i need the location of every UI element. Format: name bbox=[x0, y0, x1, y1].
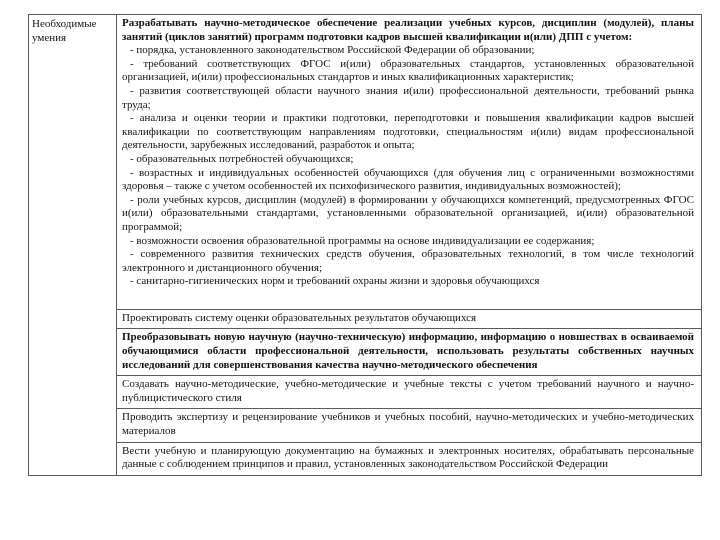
skill-list-item: - требований соответствующих ФГОС и(или) образовательных стандартов, установленных образовательной организацией, и(или) профессиональных стандартов и иных квалификационных характеристик; bbox=[122, 57, 694, 84]
table-row bbox=[29, 409, 702, 442]
required-skills-label-cell bbox=[29, 15, 117, 476]
skill-list-item: - образовательных потребностей обучающихся; bbox=[130, 152, 354, 165]
skill-row-cell: Проводить экспертизу и рецензирование учебников и учебных пособий, научно-методических и учебно-методических материалов bbox=[117, 409, 702, 442]
skill-list-item: - порядка, установленного законодательством Российской Федерации об образовании; bbox=[130, 44, 535, 57]
skill-row-cell: Вести учебную и планирующую документацию на бумажных и электронных носителях, обрабатывать персональные данные с соблюдением принципов и правил, установленных законодательством Российской Федерации bbox=[117, 442, 702, 475]
skill-list-item: - возможности освоения образовательной программы на основе индивидуализации ее содержания; bbox=[130, 234, 595, 247]
skill-description-cell bbox=[117, 15, 702, 310]
skills-table bbox=[28, 14, 702, 476]
table-row bbox=[29, 376, 702, 409]
skill-row-cell: Проектировать систему оценки образовательных результатов обучающихся bbox=[117, 309, 702, 329]
required-skills-label: Необходимые умения bbox=[32, 18, 97, 44]
skill-row-cell: Преобразовывать новую научную (научно-техническую) информацию, информацию о новшествах в осваиваемой обучающимися области профессиональной деятельности, использовать результаты собственных научных исследований для совершенствования качества научно-методического обеспечения bbox=[117, 329, 702, 376]
skill-list-item: - анализа и оценки теории и практики подготовки, переподготовки и повышения квалификации кадров высшей квалификации по соответствующим направлениям подготовки, специальностям и(или) видам профессиональной деятельности, зарубежных исследований, разработок и опыта; bbox=[122, 112, 694, 152]
skill-list-item: - современного развития технических средств обучения, образовательных технологий, в том числе технологий электронного и дистанционного обучения; bbox=[122, 248, 694, 274]
skill-intro-paragraph: Разрабатывать научно-методическое обеспечение реализации учебных курсов, дисциплин (модулей), планы занятий (циклов занятий) программ подготовки кадров высшей квалификации и(или) ДПП с учетом: bbox=[122, 17, 694, 43]
skill-list-item: - развития соответствующей области научного знания и(или) профессиональной деятельности, требований рынка труда; bbox=[122, 84, 694, 111]
skill-list-item: - возрастных и индивидуальных особенностей обучающихся (для обучения лиц с ограниченными возможностями здоровья – также с учетом особенностей их психофизического развития, индивидуальных возможностей); bbox=[122, 166, 694, 193]
skill-list-item: - санитарно-гигиенических норм и требований охраны жизни и здоровья обучающихся bbox=[130, 275, 540, 288]
table-row bbox=[29, 442, 702, 475]
table-row bbox=[29, 15, 702, 310]
skill-row-cell: Создавать научно-методические, учебно-методические и учебные тексты с учетом требований научного и научно-публицистического стиля bbox=[117, 376, 702, 409]
table-row bbox=[29, 329, 702, 376]
table-row bbox=[29, 309, 702, 329]
skill-list-item: - роли учебных курсов, дисциплин (модулей) в формировании у обучающихся компетенций, предусмотренных ФГОС и(или) образовательными стандартами, установленными образовательной организацией, и(или) образовательной программой; bbox=[122, 193, 694, 233]
